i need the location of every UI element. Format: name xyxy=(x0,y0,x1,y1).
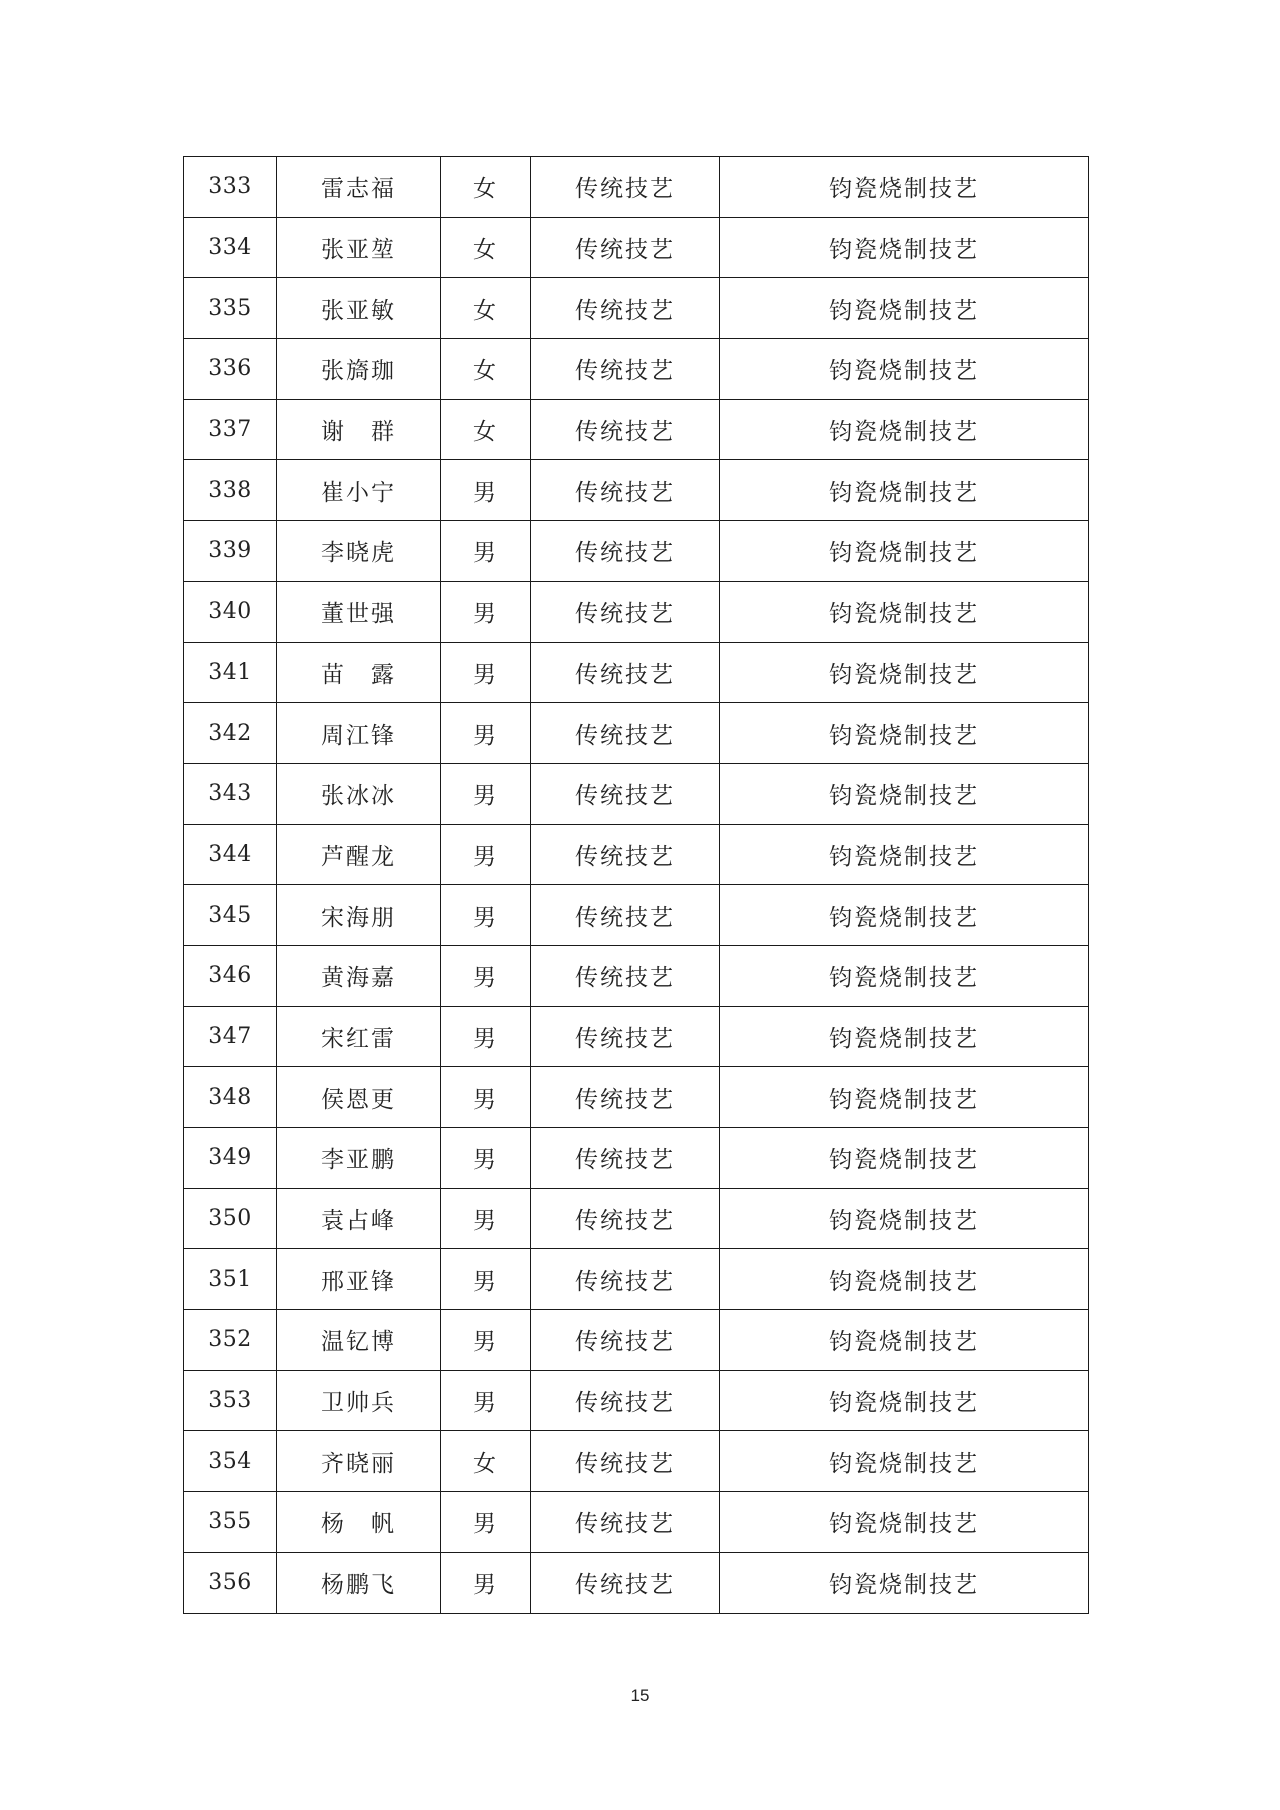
gender-cell: 男 xyxy=(441,885,531,946)
category-cell: 传统技艺 xyxy=(531,763,720,824)
gender-cell: 男 xyxy=(441,1492,531,1553)
project-cell: 钧瓷烧制技艺 xyxy=(720,1067,1089,1128)
row-number-cell: 333 xyxy=(184,157,277,218)
table-row xyxy=(184,1128,1089,1189)
category-cell: 传统技艺 xyxy=(531,460,720,521)
row-number-cell: 353 xyxy=(184,1370,277,1431)
row-number-cell: 340 xyxy=(184,581,277,642)
name-cell: 温钇博 xyxy=(277,1310,441,1371)
row-number-cell: 339 xyxy=(184,521,277,582)
row-number-cell: 345 xyxy=(184,885,277,946)
name-cell: 邢亚锋 xyxy=(277,1249,441,1310)
project-cell: 钧瓷烧制技艺 xyxy=(720,1552,1089,1613)
project-cell: 钧瓷烧制技艺 xyxy=(720,1128,1089,1189)
category-cell: 传统技艺 xyxy=(531,885,720,946)
row-number-cell: 352 xyxy=(184,1310,277,1371)
page-number: 15 xyxy=(630,1686,650,1705)
table-row xyxy=(184,521,1089,582)
gender-cell: 男 xyxy=(441,460,531,521)
gender-cell: 男 xyxy=(441,703,531,764)
project-cell: 钧瓷烧制技艺 xyxy=(720,1310,1089,1371)
project-cell: 钧瓷烧制技艺 xyxy=(720,339,1089,400)
row-number-cell: 356 xyxy=(184,1552,277,1613)
name-cell: 崔小宁 xyxy=(277,460,441,521)
name-cell: 杨鹏飞 xyxy=(277,1552,441,1613)
gender-cell: 女 xyxy=(441,339,531,400)
project-cell: 钧瓷烧制技艺 xyxy=(720,703,1089,764)
gender-cell: 男 xyxy=(441,1370,531,1431)
table-row xyxy=(184,1370,1089,1431)
row-number-cell: 338 xyxy=(184,460,277,521)
row-number-cell: 351 xyxy=(184,1249,277,1310)
row-number-cell: 349 xyxy=(184,1128,277,1189)
name-cell: 宋海朋 xyxy=(277,885,441,946)
category-cell: 传统技艺 xyxy=(531,1249,720,1310)
gender-cell: 男 xyxy=(441,1552,531,1613)
project-cell: 钧瓷烧制技艺 xyxy=(720,1492,1089,1553)
row-number-cell: 350 xyxy=(184,1188,277,1249)
name-cell: 宋红雷 xyxy=(277,1006,441,1067)
name-cell: 张亚堃 xyxy=(277,217,441,278)
table-row xyxy=(184,339,1089,400)
name-cell: 雷志福 xyxy=(277,157,441,218)
table-row xyxy=(184,157,1089,218)
row-number-cell: 355 xyxy=(184,1492,277,1553)
row-number-cell: 334 xyxy=(184,217,277,278)
category-cell: 传统技艺 xyxy=(531,1431,720,1492)
category-cell: 传统技艺 xyxy=(531,703,720,764)
name-cell: 齐晓丽 xyxy=(277,1431,441,1492)
row-number-cell: 346 xyxy=(184,945,277,1006)
row-number-cell: 344 xyxy=(184,824,277,885)
category-cell: 传统技艺 xyxy=(531,157,720,218)
project-cell: 钧瓷烧制技艺 xyxy=(720,217,1089,278)
gender-cell: 男 xyxy=(441,1310,531,1371)
category-cell: 传统技艺 xyxy=(531,1128,720,1189)
name-cell: 芦醒龙 xyxy=(277,824,441,885)
row-number-cell: 348 xyxy=(184,1067,277,1128)
gender-cell: 男 xyxy=(441,1249,531,1310)
table-row xyxy=(184,703,1089,764)
table-row xyxy=(184,763,1089,824)
category-cell: 传统技艺 xyxy=(531,1310,720,1371)
project-cell: 钧瓷烧制技艺 xyxy=(720,885,1089,946)
project-cell: 钧瓷烧制技艺 xyxy=(720,399,1089,460)
row-number-cell: 341 xyxy=(184,642,277,703)
name-cell: 张亚敏 xyxy=(277,278,441,339)
row-number-cell: 335 xyxy=(184,278,277,339)
category-cell: 传统技艺 xyxy=(531,1188,720,1249)
row-number-cell: 347 xyxy=(184,1006,277,1067)
table-row xyxy=(184,399,1089,460)
name-cell: 李亚鹏 xyxy=(277,1128,441,1189)
category-cell: 传统技艺 xyxy=(531,1370,720,1431)
table-row xyxy=(184,945,1089,1006)
gender-cell: 女 xyxy=(441,278,531,339)
project-cell: 钧瓷烧制技艺 xyxy=(720,642,1089,703)
table-row xyxy=(184,581,1089,642)
category-cell: 传统技艺 xyxy=(531,1006,720,1067)
category-cell: 传统技艺 xyxy=(531,1552,720,1613)
project-cell: 钧瓷烧制技艺 xyxy=(720,460,1089,521)
name-cell: 周江锋 xyxy=(277,703,441,764)
project-cell: 钧瓷烧制技艺 xyxy=(720,763,1089,824)
category-cell: 传统技艺 xyxy=(531,339,720,400)
gender-cell: 男 xyxy=(441,945,531,1006)
name-cell: 李晓虎 xyxy=(277,521,441,582)
category-cell: 传统技艺 xyxy=(531,581,720,642)
name-cell: 黄海嘉 xyxy=(277,945,441,1006)
table-row xyxy=(184,1492,1089,1553)
table-row xyxy=(184,642,1089,703)
table-row xyxy=(184,1006,1089,1067)
inheritor-roster-table xyxy=(183,156,1089,1614)
category-cell: 传统技艺 xyxy=(531,824,720,885)
category-cell: 传统技艺 xyxy=(531,217,720,278)
table-row xyxy=(184,1310,1089,1371)
name-cell: 杨 帆 xyxy=(277,1492,441,1553)
roster-body xyxy=(184,157,1089,1614)
project-cell: 钧瓷烧制技艺 xyxy=(720,1006,1089,1067)
table-row xyxy=(184,885,1089,946)
category-cell: 传统技艺 xyxy=(531,521,720,582)
gender-cell: 女 xyxy=(441,399,531,460)
gender-cell: 男 xyxy=(441,521,531,582)
gender-cell: 男 xyxy=(441,1128,531,1189)
gender-cell: 男 xyxy=(441,642,531,703)
project-cell: 钧瓷烧制技艺 xyxy=(720,945,1089,1006)
table-row xyxy=(184,1431,1089,1492)
category-cell: 传统技艺 xyxy=(531,1067,720,1128)
name-cell: 张旖珈 xyxy=(277,339,441,400)
table-row xyxy=(184,278,1089,339)
row-number-cell: 342 xyxy=(184,703,277,764)
row-number-cell: 337 xyxy=(184,399,277,460)
table-row xyxy=(184,824,1089,885)
gender-cell: 男 xyxy=(441,1006,531,1067)
table-row xyxy=(184,460,1089,521)
gender-cell: 男 xyxy=(441,763,531,824)
gender-cell: 女 xyxy=(441,217,531,278)
category-cell: 传统技艺 xyxy=(531,642,720,703)
project-cell: 钧瓷烧制技艺 xyxy=(720,1370,1089,1431)
row-number-cell: 336 xyxy=(184,339,277,400)
row-number-cell: 354 xyxy=(184,1431,277,1492)
project-cell: 钧瓷烧制技艺 xyxy=(720,1188,1089,1249)
category-cell: 传统技艺 xyxy=(531,945,720,1006)
name-cell: 苗 露 xyxy=(277,642,441,703)
project-cell: 钧瓷烧制技艺 xyxy=(720,824,1089,885)
project-cell: 钧瓷烧制技艺 xyxy=(720,1431,1089,1492)
category-cell: 传统技艺 xyxy=(531,278,720,339)
row-number-cell: 343 xyxy=(184,763,277,824)
category-cell: 传统技艺 xyxy=(531,399,720,460)
project-cell: 钧瓷烧制技艺 xyxy=(720,521,1089,582)
project-cell: 钧瓷烧制技艺 xyxy=(720,278,1089,339)
project-cell: 钧瓷烧制技艺 xyxy=(720,581,1089,642)
name-cell: 谢 群 xyxy=(277,399,441,460)
gender-cell: 女 xyxy=(441,157,531,218)
table-row xyxy=(184,1249,1089,1310)
table-row xyxy=(184,1552,1089,1613)
table-row xyxy=(184,1067,1089,1128)
gender-cell: 男 xyxy=(441,1067,531,1128)
gender-cell: 男 xyxy=(441,1188,531,1249)
name-cell: 董世强 xyxy=(277,581,441,642)
table-row xyxy=(184,217,1089,278)
name-cell: 侯恩更 xyxy=(277,1067,441,1128)
table-row xyxy=(184,1188,1089,1249)
project-cell: 钧瓷烧制技艺 xyxy=(720,1249,1089,1310)
project-cell: 钧瓷烧制技艺 xyxy=(720,157,1089,218)
name-cell: 卫帅兵 xyxy=(277,1370,441,1431)
category-cell: 传统技艺 xyxy=(531,1492,720,1553)
gender-cell: 女 xyxy=(441,1431,531,1492)
name-cell: 袁占峰 xyxy=(277,1188,441,1249)
name-cell: 张冰冰 xyxy=(277,763,441,824)
gender-cell: 男 xyxy=(441,581,531,642)
gender-cell: 男 xyxy=(441,824,531,885)
